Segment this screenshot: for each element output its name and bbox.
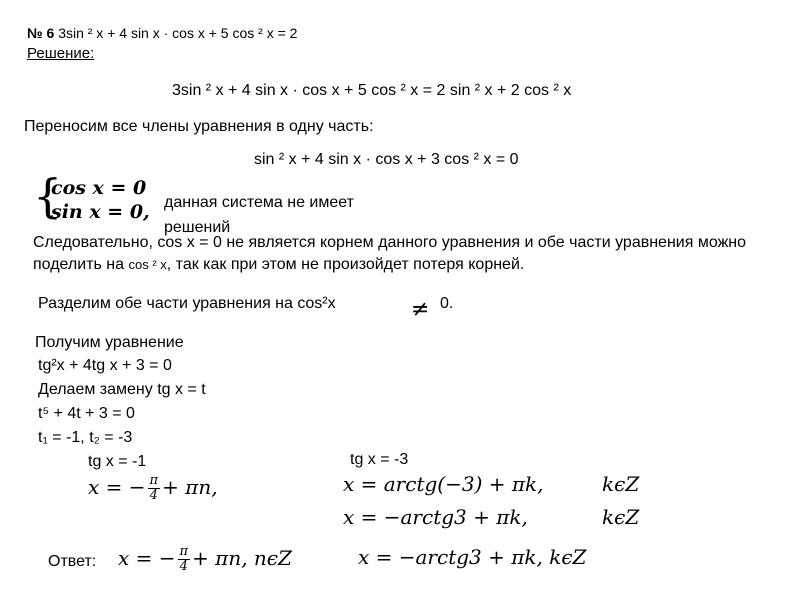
- case2-cond-1: kϵZ: [602, 472, 640, 496]
- case1-den: 4: [149, 488, 158, 503]
- result-line-4: t⁵ + 4t + 3 = 0: [38, 405, 135, 422]
- system-line-1: cos x = 0: [51, 177, 147, 199]
- not-equal-symbol: ≠: [411, 297, 430, 322]
- system-note-line-2: решений: [164, 219, 231, 236]
- divide-text: Разделим обе части уравнения на cos²x: [38, 295, 336, 312]
- conclusion-text-2: , так как при этом не произойдет потеря корней.: [166, 256, 525, 273]
- problem-equation: 3sin ² x + 4 sin x · cos x + 5 cos ² x = 2: [58, 25, 298, 41]
- conclusion-inline-expr: cos ² x: [128, 257, 167, 272]
- answer-rest: + πn, nϵZ: [192, 546, 292, 570]
- divide-zero: 0.: [440, 295, 454, 312]
- conclusion-paragraph: [33, 232, 746, 276]
- case2-label: tg x = -3: [350, 451, 409, 468]
- system-line-2-comma: ,: [143, 201, 150, 223]
- answer-solution-1: [118, 545, 292, 574]
- solution-label: Решение:: [27, 45, 95, 62]
- answer-num: π: [179, 544, 189, 559]
- case1-num: π: [149, 473, 159, 488]
- homogeneous-equation: sin ² x + 4 sin x · cos x + 3 cos ² x = 0: [254, 151, 519, 168]
- case1-rest: + πn,: [162, 475, 218, 499]
- case1-eq: = −: [105, 475, 146, 499]
- expanded-equation: 3sin ² x + 4 sin x · cos x + 5 cos ² x = 2 sin ² x + 2 cos ² x: [172, 82, 572, 99]
- move-terms-text: Переносим все члены уравнения в одну часть:: [24, 118, 374, 135]
- case1-x: x: [88, 475, 100, 499]
- case1-fraction: [148, 474, 161, 503]
- result-line-5: t₁ = -1, t₂ = -3: [38, 429, 133, 446]
- result-line-1: Получим уравнение: [35, 334, 184, 351]
- conclusion-text-1: Следовательно, cos x = 0 не является корнем данного уравнения и обе части уравнения можно поделить на: [33, 234, 746, 273]
- problem-heading: [27, 25, 297, 41]
- answer-solution-2: x = −arctg3 + πk, kϵZ: [358, 545, 587, 569]
- problem-number: № 6: [27, 25, 55, 41]
- answer-den: 4: [179, 559, 188, 574]
- answer-eq: = −: [135, 546, 176, 570]
- system-line-2: [51, 201, 150, 223]
- system-note-line-1: данная система не имеет: [164, 194, 354, 211]
- result-line-2: tg²x + 4tg x + 3 = 0: [38, 357, 172, 374]
- answer-fraction: [178, 545, 191, 574]
- case2-cond-2: kϵZ: [602, 505, 640, 529]
- answer-label: Ответ:: [48, 553, 97, 570]
- result-line-3: Делаем замену tg x = t: [38, 381, 206, 398]
- case1-label: tg x = -1: [88, 453, 147, 470]
- case2-solution-1: x = arctg(−3) + πk,: [343, 472, 544, 496]
- system-line-2-eq: sin x = 0: [51, 201, 144, 223]
- case2-solution-2: x = −arctg3 + πk,: [343, 505, 528, 529]
- answer-x: x: [118, 546, 130, 570]
- case1-solution: [88, 474, 218, 503]
- system-brace: {: [33, 169, 63, 223]
